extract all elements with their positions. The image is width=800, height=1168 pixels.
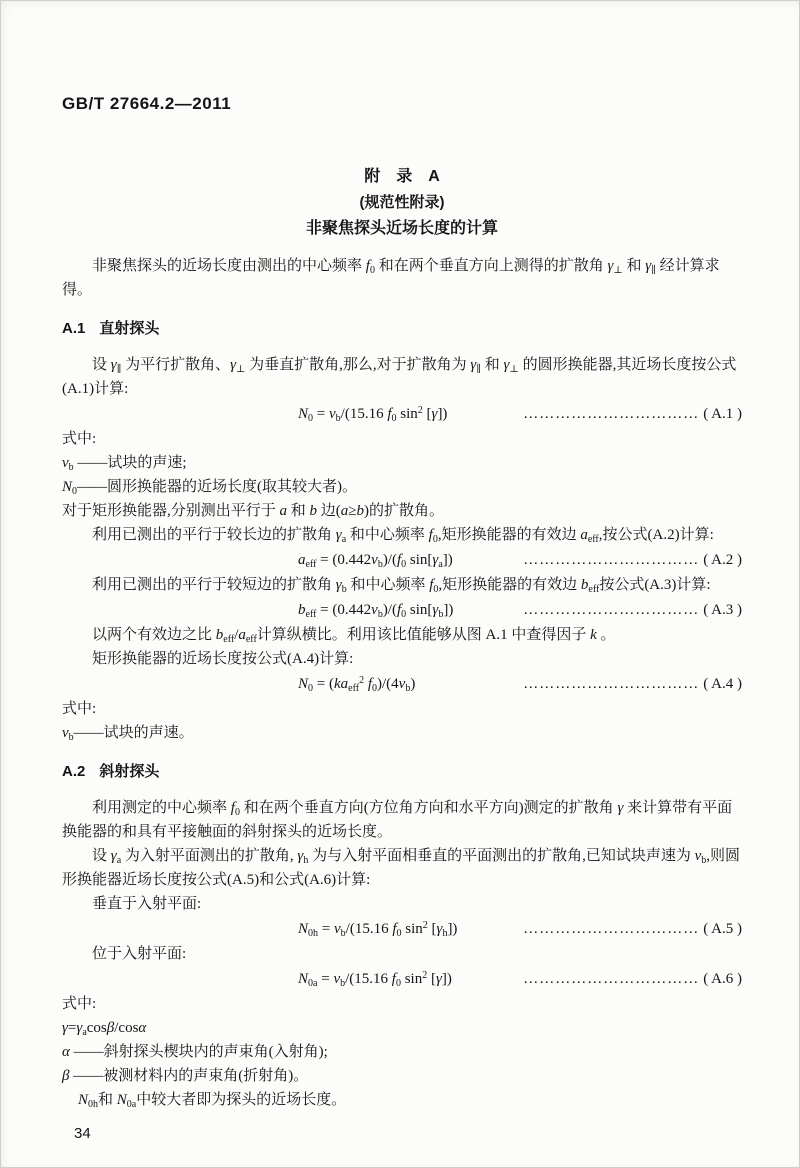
formula-a5-number: ( A.5 ) bbox=[703, 921, 742, 937]
a1-paragraph-near-field: 矩形换能器的近场长度按公式(A.4)计算: bbox=[92, 651, 354, 667]
section-a2-title: 斜射探头 bbox=[99, 763, 160, 780]
a1-paragraph-aeff: 利用已测出的平行于较长边的扩散角 $\gamma_a$ 和中心频率 $f_0$,矩形换能器的有效边 $a_{eff}$,按公式(A.2)计算: bbox=[92, 527, 714, 545]
a2-paragraph-intro: 利用测定的中心频率 $f_0$ 和在两个垂直方向(方位角方向和水平方向)测定的扩散角 γ 来计算带有平面换能器的和具有平接触面的斜射探头的近场长度。 bbox=[62, 800, 733, 840]
formula-a1 bbox=[62, 401, 742, 427]
section-a2-number: A.2 bbox=[62, 763, 86, 780]
formula-a2-leader: …………………………… bbox=[523, 552, 700, 568]
formula-a4-expression: $N_0 = (ka_{eff}^2$ $f_0)/(4v_b)$ bbox=[298, 675, 416, 694]
formula-a6-expression: $N_{0a} = v_b/(15.16$ $f_0$ $\sin^2 [\gamma]$) bbox=[298, 970, 452, 989]
formula-a3-number: ( A.3 ) bbox=[703, 602, 742, 618]
formula-a2-expression: $a_{eff} = (0.442v_b)/(f_0$ $\sin[\gamma_a]$) bbox=[298, 552, 453, 570]
a2-closing: $N_{0h}$和 $N_{0a}$中较大者即为探头的近场长度。 bbox=[78, 1092, 347, 1110]
a1-paragraph-beff: 利用已测出的平行于较短边的扩散角 $\gamma_b$ 和中心频率 $f_0$,矩形换能器的有效边 $b_{eff}$按公式(A.3)计算: bbox=[92, 577, 711, 595]
document-content bbox=[62, 94, 742, 1146]
a2-def-gamma: $\gamma=\gamma_a\cos\beta$/cosα bbox=[62, 1020, 147, 1038]
section-a2-heading bbox=[62, 759, 742, 784]
formula-a1-leader: …………………………… bbox=[523, 406, 700, 422]
a2-label-perpendicular: 垂直于入射平面: bbox=[92, 896, 202, 912]
formula-a3-expression: $b_{eff} = (0.442v_b)/(f_0$ $\sin[\gamma_b]$) bbox=[298, 602, 454, 620]
a2-label-in-plane: 位于入射平面: bbox=[92, 946, 187, 962]
a1-where-label: 式中: bbox=[62, 431, 97, 447]
a1-paragraph-rectangular: 对于矩形换能器,分别测出平行于 a 和 b 边(a≥b)的扩散角。 bbox=[62, 503, 445, 519]
a1-where-label-2: 式中: bbox=[62, 701, 97, 717]
a2-def-beta: β ——被测材料内的声束角(折射角)。 bbox=[62, 1068, 309, 1084]
formula-a4 bbox=[62, 671, 742, 697]
a1-def-vb-2: $v_b——$试块的声速。 bbox=[62, 725, 194, 743]
section-a1-number: A.1 bbox=[62, 320, 86, 337]
formula-a5-expression: $N_{0h} = v_b/(15.16$ $f_0$ $\sin^2 [\gamma_h]$) bbox=[298, 920, 458, 939]
appendix-label: 附 录 A bbox=[364, 168, 440, 185]
formula-a5 bbox=[62, 916, 742, 942]
formula-a5-leader: …………………………… bbox=[523, 921, 700, 937]
appendix-title-block bbox=[62, 164, 742, 242]
formula-a6-leader: …………………………… bbox=[523, 971, 700, 987]
a2-def-alpha: α ——斜射探头楔块内的声束角(入射角); bbox=[62, 1044, 328, 1060]
appendix-name: 非聚焦探头近场长度的计算 bbox=[305, 220, 498, 237]
formula-a1-expression: $N_0 = v_b/(15.16$ $f_0$ $\sin^2 [\gamma]$) bbox=[298, 405, 448, 424]
appendix-type: (规范性附录) bbox=[359, 194, 445, 211]
a1-def-vb: $v_b$ ——试块的声速; bbox=[62, 455, 187, 473]
a1-def-n0: $N_0——$圆形换能器的近场长度(取其较大者)。 bbox=[62, 479, 358, 497]
section-a1-heading bbox=[62, 316, 742, 341]
formula-a3-leader: …………………………… bbox=[523, 602, 700, 618]
intro-paragraph: 非聚焦探头的近场长度由测出的中心频率 $f_0$ 和在两个垂直方向上测得的扩散角 $\gamma_\perp$ 和 $\gamma_\parallel$ 经计算求得。 bbox=[62, 258, 720, 298]
section-a1-title: 直射探头 bbox=[99, 320, 160, 337]
formula-a4-leader: …………………………… bbox=[523, 676, 700, 692]
page-number: 34 bbox=[74, 1125, 91, 1142]
formula-a1-number: ( A.1 ) bbox=[703, 406, 742, 422]
formula-a2 bbox=[62, 547, 742, 573]
a2-paragraph-setup: 设 $\gamma_a$ 为入射平面测出的扩散角, $\gamma_h$ 为与入射平面相垂直的平面测出的扩散角,已知试块声速为 $v_b$,则圆形换能器近场长度按公式(A.5)和公式(A.6)计算: bbox=[62, 848, 741, 888]
formula-a6 bbox=[62, 966, 742, 992]
formula-a6-number: ( A.6 ) bbox=[703, 971, 742, 987]
formula-a2-number: ( A.2 ) bbox=[703, 552, 742, 568]
a2-where-label: 式中: bbox=[62, 996, 97, 1012]
formula-a3 bbox=[62, 597, 742, 623]
a1-paragraph-aspect-ratio: 以两个有效边之比 $b_{eff}/a_{eff}$计算纵横比。利用该比值能够从图 A.1 中查得因子 k 。 bbox=[92, 627, 616, 645]
standard-number: GB/T 27664.2—2011 bbox=[62, 94, 232, 113]
formula-a4-number: ( A.4 ) bbox=[703, 676, 742, 692]
a1-paragraph-spread-angles: 设 $\gamma_\parallel$ 为平行扩散角、$\gamma_\perp$ 为垂直扩散角,那么,对于扩散角为 $\gamma_\parallel$ 和 $\gamma_\perp$ 的圆形换能器,其近场长度按公式(A.1)计算: bbox=[62, 357, 737, 397]
document-body bbox=[62, 254, 742, 1146]
